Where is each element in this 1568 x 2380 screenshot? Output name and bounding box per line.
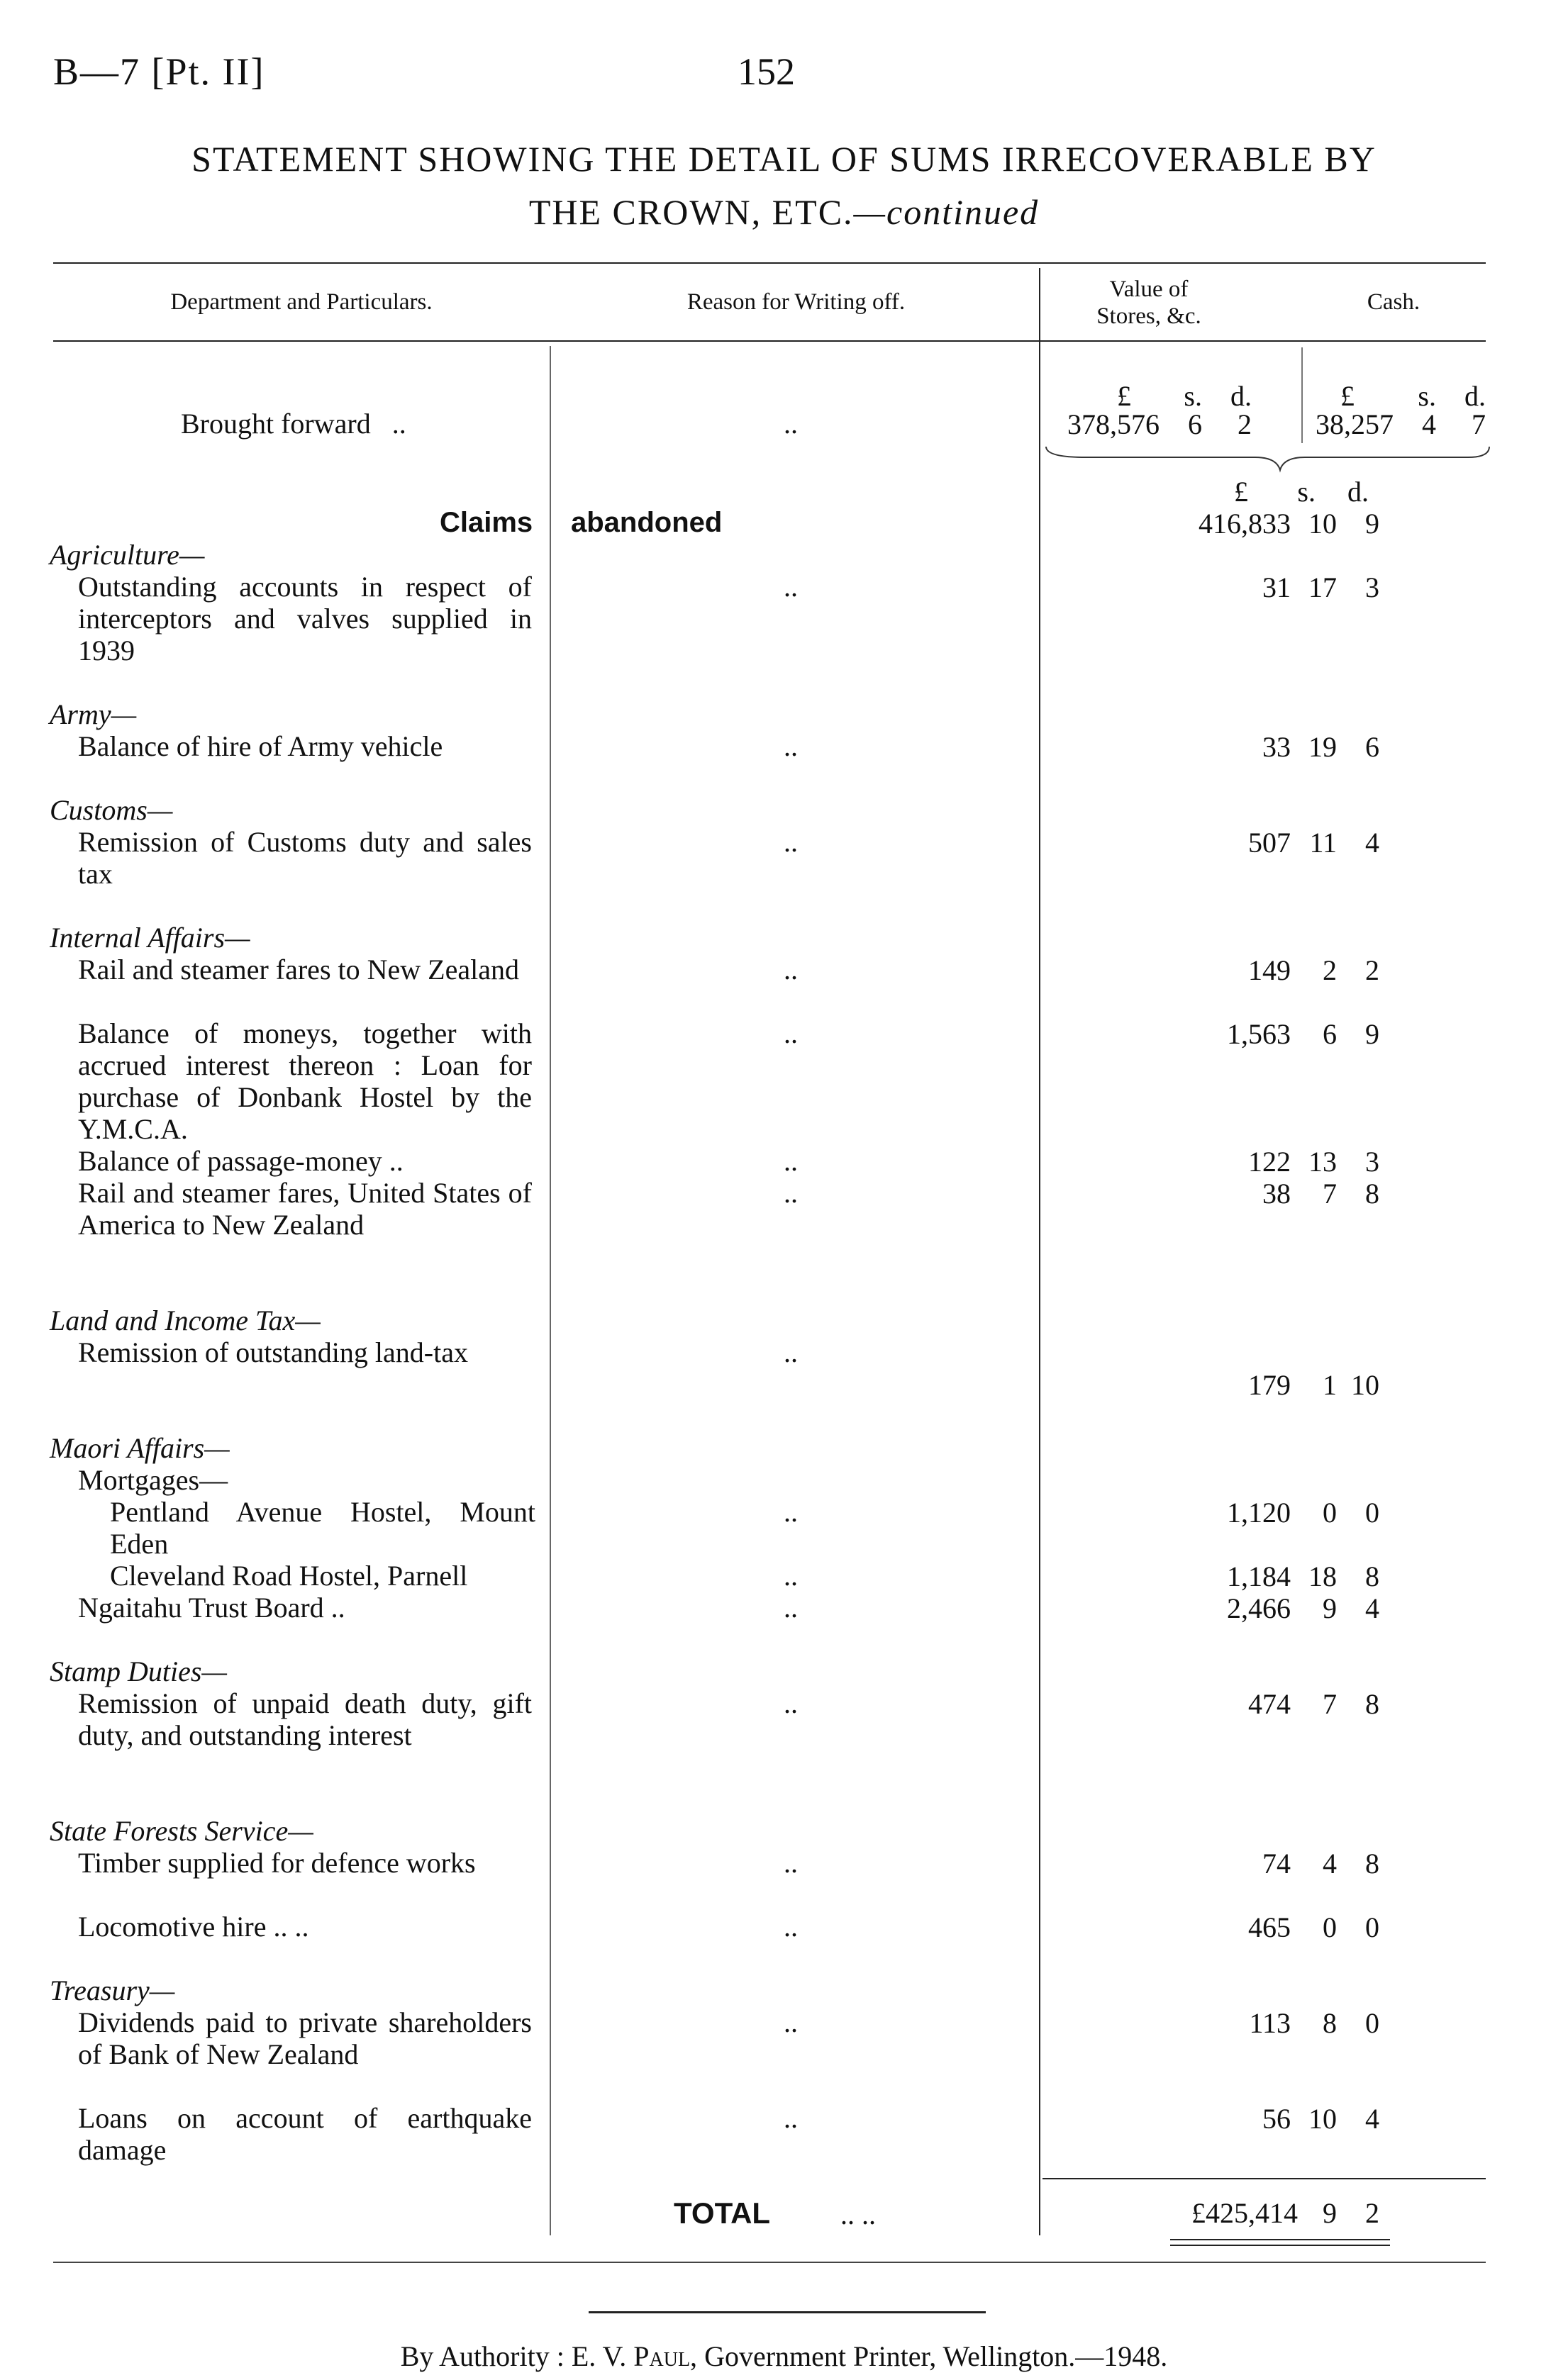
title-continued: —continued xyxy=(853,192,1040,232)
item-text: Dividends paid to private shareholders of Bank of New Zealand xyxy=(78,2006,532,2070)
item-shillings: 6 xyxy=(1323,1018,1337,1050)
item-pounds: 1,120 xyxy=(1227,1497,1291,1529)
table-bottom-rule xyxy=(53,2262,1486,2263)
item-shillings: 7 xyxy=(1323,1178,1337,1209)
item-text: Loans on account of earthquake damage xyxy=(78,2102,532,2166)
item-reason: .. xyxy=(784,571,798,603)
item-pounds: 1,563 xyxy=(1227,1018,1291,1050)
item-pounds: 507 xyxy=(1248,827,1291,859)
item-pounds: 56 xyxy=(1262,2103,1291,2135)
combined-pounds: 416,833 xyxy=(1199,508,1291,540)
brought-forward-stores-pence: 2 xyxy=(1238,408,1252,440)
item-shillings: 4 xyxy=(1323,1848,1337,1879)
item-reason: .. xyxy=(784,826,798,858)
column-header-value-line1: Value of xyxy=(1109,276,1189,302)
section-heading: Treasury— xyxy=(50,1974,175,2006)
item-pence: 9 xyxy=(1365,1018,1379,1050)
item-text: Cleveland Road Hostel, Parnell xyxy=(110,1560,468,1592)
unit-shilling-cash: s. xyxy=(1418,380,1436,412)
item-pence: 3 xyxy=(1365,1146,1379,1178)
unit-pence-combined: d. xyxy=(1347,476,1369,508)
item-pence: 2 xyxy=(1365,954,1379,986)
item-shillings: 17 xyxy=(1308,571,1337,603)
item-reason: .. xyxy=(784,1177,798,1209)
item-reason: .. xyxy=(784,730,798,762)
item-reason: .. xyxy=(784,2006,798,2038)
unit-shilling-combined: s. xyxy=(1297,476,1316,508)
item-pence: 3 xyxy=(1365,571,1379,603)
document-reference: B—7 [Pt. II] xyxy=(53,50,265,93)
item-text: Outstanding accounts in respect of interceptors and valves supplied in 1939 xyxy=(78,571,532,666)
title-line-1: STATEMENT SHOWING THE DETAIL OF SUMS IRRECOVERABLE BY xyxy=(191,139,1377,179)
item-text: Remission of Customs duty and sales tax xyxy=(78,826,532,890)
item-pounds: 474 xyxy=(1248,1688,1291,1720)
claims-label: Claims xyxy=(440,507,533,538)
section-heading: Stamp Duties— xyxy=(50,1655,227,1687)
brought-forward-label: Brought forward .. xyxy=(181,408,406,440)
combined-pence: 9 xyxy=(1365,508,1379,540)
item-reason: .. xyxy=(784,1911,798,1943)
column-header-reason: Reason for Writing off. xyxy=(686,289,906,315)
item-text: Remission of outstanding land-tax xyxy=(78,1336,468,1368)
item-text: Balance of moneys, together with accrued interest thereon : Loan for purchase of Donbank Hostel by the Y.M.C.A. xyxy=(78,1017,532,1145)
item-text: Remission of unpaid death duty, gift duty, and outstanding interest xyxy=(78,1687,532,1751)
section-heading: Customs— xyxy=(50,794,173,826)
item-shillings: 13 xyxy=(1308,1146,1337,1178)
item-shillings: 0 xyxy=(1323,1497,1337,1529)
total-leader: .. .. xyxy=(840,2199,876,2230)
item-shillings: 1 xyxy=(1323,1369,1337,1401)
total-underline-1 xyxy=(1170,2239,1390,2240)
total-shillings: 9 xyxy=(1323,2197,1337,2229)
item-pounds: 38 xyxy=(1262,1178,1291,1209)
item-pounds: 149 xyxy=(1248,954,1291,986)
item-shillings: 8 xyxy=(1323,2007,1337,2039)
item-text: Pentland Avenue Hostel, Mount Eden xyxy=(110,1496,535,1560)
title-line-2 xyxy=(0,191,1568,233)
item-text: Rail and steamer fares, United States of America to New Zealand xyxy=(78,1177,532,1241)
item-pounds: 2,466 xyxy=(1227,1592,1291,1624)
item-pounds: 1,184 xyxy=(1227,1560,1291,1592)
unit-pence-stores: d. xyxy=(1230,380,1252,412)
item-pounds: 122 xyxy=(1248,1146,1291,1178)
item-pence: 0 xyxy=(1365,1911,1379,1943)
brought-forward-cash-pounds: 38,257 xyxy=(1316,408,1394,440)
item-text: Timber supplied for defence works xyxy=(78,1847,476,1879)
total-underline-2 xyxy=(1170,2245,1390,2246)
total-label: TOTAL xyxy=(674,2196,771,2230)
item-shillings: 0 xyxy=(1323,1911,1337,1943)
item-pounds: 33 xyxy=(1262,731,1291,763)
item-pounds: 74 xyxy=(1262,1848,1291,1879)
claims-reason: abandoned xyxy=(571,507,723,538)
header-bottom-rule xyxy=(53,340,1486,342)
item-reason: .. xyxy=(784,954,798,985)
page-number: 152 xyxy=(738,50,795,93)
title-main: THE CROWN, ETC. xyxy=(528,192,854,232)
section-heading: Army— xyxy=(50,698,137,730)
item-pounds: 179 xyxy=(1248,1369,1291,1401)
item-pounds: 31 xyxy=(1262,571,1291,603)
total-pounds: £425,414 xyxy=(1191,2197,1298,2229)
item-pence: 4 xyxy=(1365,827,1379,859)
item-shillings: 11 xyxy=(1309,827,1337,859)
item-shillings: 9 xyxy=(1323,1592,1337,1624)
unit-pence-cash: d. xyxy=(1464,380,1486,412)
brought-forward-stores-shillings: 6 xyxy=(1188,408,1202,440)
footer-rule xyxy=(589,2311,986,2313)
brought-forward-reason: .. xyxy=(784,408,798,440)
item-pence: 0 xyxy=(1365,1497,1379,1529)
item-pounds: 465 xyxy=(1248,1911,1291,1943)
item-shillings: 19 xyxy=(1308,731,1337,763)
item-reason: .. xyxy=(784,1592,798,1624)
section-heading: Land and Income Tax— xyxy=(50,1304,321,1336)
item-text: Locomotive hire .. .. xyxy=(78,1911,309,1943)
brought-forward-cash-shillings: 4 xyxy=(1422,408,1436,440)
item-reason: .. xyxy=(784,1496,798,1528)
unit-pound-cash: £ xyxy=(1340,380,1355,412)
item-text: Rail and steamer fares to New Zealand xyxy=(78,954,519,985)
item-pence: 4 xyxy=(1365,2103,1379,2135)
item-pence: 0 xyxy=(1365,2007,1379,2039)
item-reason: .. xyxy=(784,1560,798,1592)
item-shillings: 2 xyxy=(1323,954,1337,986)
item-reason: .. xyxy=(784,1145,798,1177)
section-heading: Maori Affairs— xyxy=(50,1432,230,1464)
item-pence: 8 xyxy=(1365,1848,1379,1879)
item-pence: 8 xyxy=(1365,1688,1379,1720)
item-pence: 4 xyxy=(1365,1592,1379,1624)
column-header-department: Department and Particulars. xyxy=(170,289,433,315)
item-reason: .. xyxy=(784,1336,798,1368)
item-pence: 8 xyxy=(1365,1178,1379,1209)
total-top-rule xyxy=(1042,2178,1486,2179)
item-shillings: 10 xyxy=(1308,2103,1337,2135)
section-subheading: Mortgages— xyxy=(78,1464,228,1496)
item-pence: 8 xyxy=(1365,1560,1379,1592)
column-divider-1 xyxy=(550,346,551,2235)
item-pence: 10 xyxy=(1351,1369,1379,1401)
item-pence: 6 xyxy=(1365,731,1379,763)
unit-pound-stores: £ xyxy=(1117,380,1131,412)
column-header-value-line2: Stores, &c. xyxy=(1096,303,1201,329)
table-top-rule xyxy=(53,262,1486,264)
item-reason: .. xyxy=(784,1847,798,1879)
item-pounds: 113 xyxy=(1249,2007,1291,2039)
item-text: Ngaitahu Trust Board .. xyxy=(78,1592,345,1624)
item-text: Balance of hire of Army vehicle xyxy=(78,730,443,762)
section-heading: State Forests Service— xyxy=(50,1815,313,1847)
combined-shillings: 10 xyxy=(1308,508,1337,540)
printer-imprint: By Authority : E. V. Paul, Government Printer, Wellington.—1948. xyxy=(400,2340,1168,2372)
item-reason: .. xyxy=(784,1017,798,1049)
brought-forward-stores-pounds: 378,576 xyxy=(1067,408,1160,440)
unit-shilling-stores: s. xyxy=(1184,380,1202,412)
unit-pound-combined: £ xyxy=(1234,476,1248,508)
item-shillings: 7 xyxy=(1323,1688,1337,1720)
item-reason: .. xyxy=(784,2102,798,2134)
section-heading: Agriculture— xyxy=(50,539,205,571)
column-header-cash: Cash. xyxy=(1367,289,1420,315)
column-divider-2 xyxy=(1039,268,1040,2235)
combining-brace xyxy=(1042,443,1496,475)
brought-forward-cash-pence: 7 xyxy=(1472,408,1486,440)
item-shillings: 18 xyxy=(1308,1560,1337,1592)
section-heading: Internal Affairs— xyxy=(50,922,250,954)
total-pence: 2 xyxy=(1365,2197,1379,2229)
item-text: Balance of passage-money .. xyxy=(78,1145,404,1177)
item-reason: .. xyxy=(784,1687,798,1719)
